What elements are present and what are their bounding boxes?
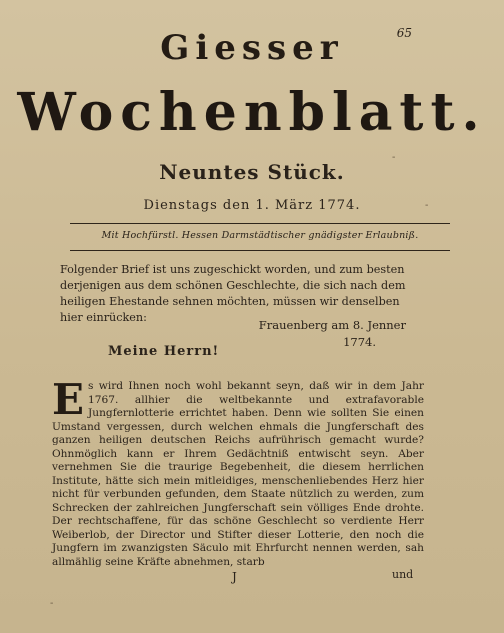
decorative-dash: -: [392, 152, 396, 163]
letter-body: [52, 375, 424, 569]
divider-bottom: [70, 250, 450, 251]
drop-cap: E: [52, 375, 85, 424]
letter-place: Frauenberg am 8. Jenner: [258, 318, 406, 332]
signature-mark: J: [232, 570, 237, 584]
issue-date: Dienstags den 1. März 1774.: [143, 198, 361, 213]
decorative-dash: -: [425, 200, 429, 211]
letter-body-text: s wird Ihnen noch wohl bekannt seyn, daß wir in dem Jahr 1767. allhier die weltbekannte und extrafavorable Jungfernlotterie errichtet haben. Denn wie sollten Sie einen Umstand vergessen, durch welchen ehmals die Jungferschaft des ganzen heiligen deutschen Reichs aufrührisch gemacht wurde? Ohnmöglich kann er Ihrem Gedächtniß entwischt seyn. Aber vernehmen Sie die traurige Begebenheit, die diesem herrlichen Institute, hätte sich mein mitleidiges, menschenliebendes Herz hier nicht für verbunden gefunden, dem Staate nützlich zu werden, zum Schrecken der zahlreichen Jungferschaft sein völliges Ende drohte. Der rechtschaffene, für das schöne Geschlecht so verdiente Herr Weiberlob, der Director und Stifter dieser Lotterie, den noch die Jungfern im zwanzigsten Säculo mit Ehrfurcht nennen werden, sah allmählig seine Kräfte abnehmen, starb: [52, 380, 424, 568]
masthead-city: Giesser: [160, 28, 344, 68]
license-line: Mit Hochfürstl. Hessen Darmstädtischer gnädigster Erlaubniß.: [101, 230, 419, 241]
page-number: 65: [396, 26, 412, 40]
letter-year: 1774.: [343, 335, 376, 349]
issue-label: Neuntes Stück.: [159, 160, 345, 184]
letter-place-date: [259, 317, 406, 351]
letter-salutation: Meine Herrn!: [108, 344, 220, 359]
decorative-dash: -: [50, 598, 54, 609]
intro-paragraph: Folgender Brief ist uns zugeschickt worden, und zum besten derjenigen aus dem schönen Geschlechte, die sich nach dem heiligen Ehestande sehnen möchten, müssen wir denselben hier einrücken:: [60, 263, 406, 324]
divider-top: [70, 223, 450, 224]
catchword: und: [392, 568, 414, 581]
masthead-title: Wochenblatt.: [17, 82, 487, 143]
